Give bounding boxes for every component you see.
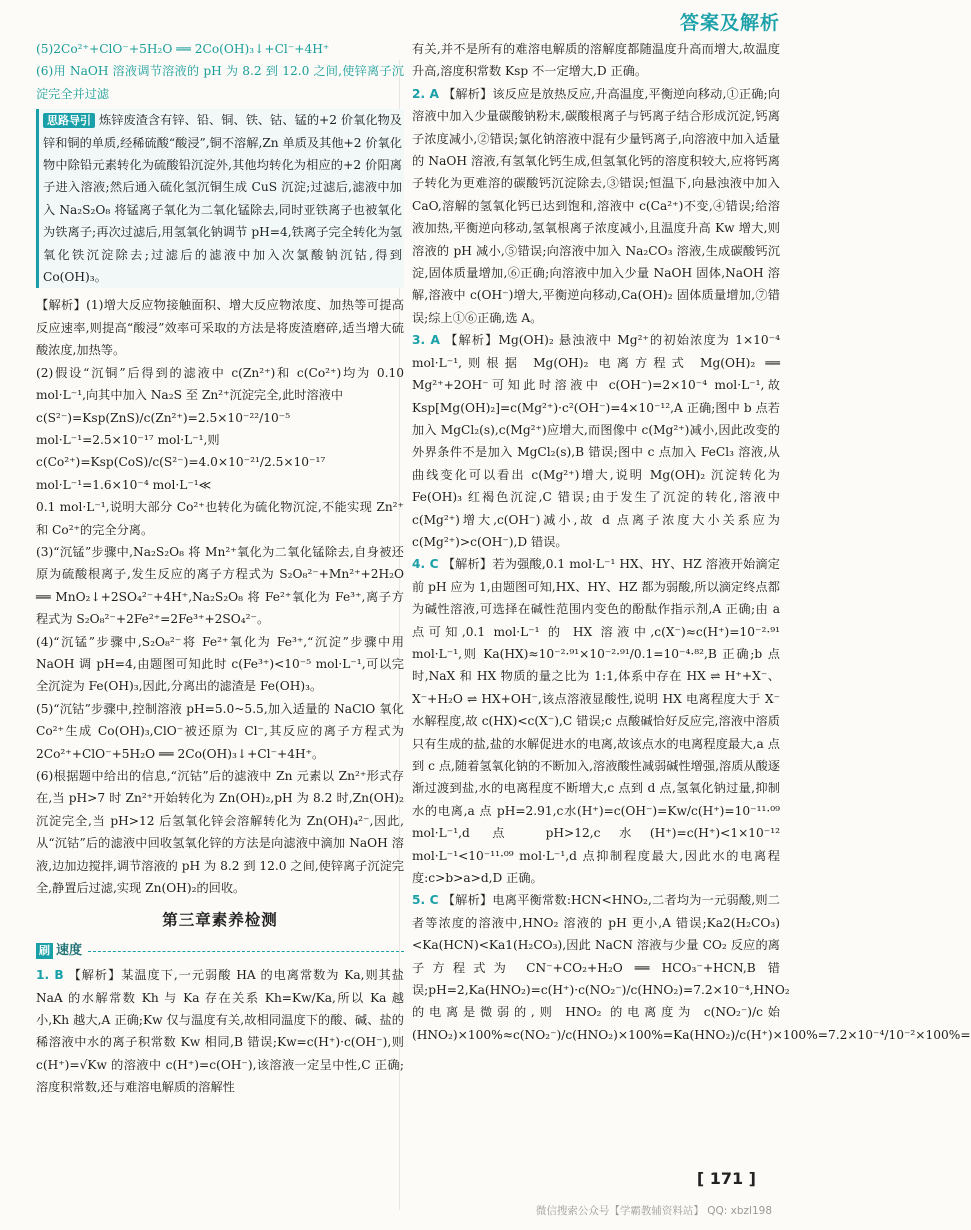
page-number-value: 171 [709, 1169, 744, 1188]
question-5 [412, 889, 971, 1046]
thinking-guide-tag: 思路导引 [43, 113, 95, 128]
question-4 [412, 553, 780, 889]
analysis-2-end: 0.1 mol·L⁻¹,说明大部分 Co²⁺也转化为硫化物沉淀,不能实现 Zn²⁺和 Co²⁺的完全分离。 [36, 500, 404, 537]
question-2-number: 2. A [412, 86, 439, 101]
analysis-4: (4)“沉锰”步骤中,S₂O₈²⁻将 Fe²⁺氧化为 Fe³⁺,“沉淀”步骤中用 NaOH 调 pH=4,由题图可知此时 c(Fe³⁺)<10⁻⁵ mol·L⁻¹,可以完全沉淀为 Fe(OH)₃,因此,分离出的滤渣是 Fe(OH)₃。 [36, 634, 404, 694]
question-2-text: 【解析】该反应是放热反应,升高温度,平衡逆向移动,①正确;向溶液中加入少量碳酸钠粉末,碳酸根离子与钙离子结合形成沉淀,钙离子浓度减小,②错误;氯化钠溶液中混有少量钙离子,向溶液中加入适量的 NaOH 溶液,有氢氧化钙生成,但氢氧化钙的溶度积较大,应将钙离子转化为更难溶的碳酸钙沉淀除去,③错误;恒温下,向悬浊液中加入 CaO,溶解的氢氧化钙已达到饱和,溶液中 c(Ca²⁺)不变,④错误;给溶液加热,平衡逆向移动,氢氧根离子浓度减小,且温度升高 Kw 增大,则溶液的 pH 减小,⑤错误;向溶液中加入 Na₂CO₃ 溶液,生成碳酸钙沉淀,固体质量增加,⑥正确;向溶液中加入少量 NaOH 固体,NaOH 溶解,溶液中 c(OH⁻)增大,平衡逆向移动,Ca(OH)₂ 固体质量增加,⑦错误;综上①⑥正确,选 A。 [412, 86, 780, 325]
watermark: 微信搜索公众号【学霸教辅资料站】 QQ: xbzl198 [535, 1205, 772, 1217]
speed-label: 速度 [56, 942, 83, 958]
analysis-3: (3)“沉锰”步骤中,Na₂S₂O₈ 将 Mn²⁺氧化为二氧化锰除去,自身被还原为硫酸根离子,发生反应的离子方程式为 S₂O₈²⁻+Mn²⁺+2H₂O ══ MnO₂↓+2SO₄²⁻+4H⁺,Na₂S₂O₈ 将 Fe²⁺氧化为 Fe³⁺,离子方程式为 S₂O₈²⁻+2Fe²⁺=2Fe³⁺+2SO₄²⁻。 [36, 544, 404, 627]
left-column [36, 38, 404, 1099]
question-1-text: 【解析】某温度下,一元弱酸 HA 的电离常数为 Ka,则其盐 NaA 的水解常数 Kh 与 Ka 存在关系 Kh=Kw/Ka,所以 Ka 越小,Kh 越大,A 正确;Kw 仅与温度有关,故相同温度下的酸、碱、盐的稀溶液中水的离子积常数 Kw 相同,B 错误;Kw=c(H⁺)·c(OH⁻),则 c(H⁺)=√Kw 的溶液中 c(H⁺)=c(OH⁻),该溶液一定呈中性,C 正确;溶度积常数,还与难溶电解质的溶解性 [36, 968, 404, 1095]
speed-badge: 刷 [36, 943, 53, 959]
page-header-title: 答案及解析 [679, 12, 780, 34]
question-3 [412, 329, 780, 553]
question-3-text: 【解析】Mg(OH)₂ 悬浊液中 Mg²⁺的初始浓度为 1×10⁻⁴ mol·L⁻¹,则根据 Mg(OH)₂ 电离方程式 Mg(OH)₂ ══ Mg²⁺+2OH⁻可知此时溶液中 c(OH⁻)=2×10⁻⁴ mol·L⁻¹,故 Ksp[Mg(OH)₂]=c(Mg²⁺)·c²(OH⁻)=4×10⁻¹²,A 正确;图中 b 点若加入 MgCl₂(s),c(Mg²⁺)应增大,而图像中 c(Mg²⁺)减小,因此改变的外界条件不是加入 MgCl₂(s),B 错误;图中 c 点加入 FeCl₃ 溶液,从曲线变化可以看出 c(Mg²⁺)增大,说明 Mg(OH)₂ 沉淀转化为 Fe(OH)₃ 红褐色沉淀,C 错误;由于发生了沉淀的转化,溶液中 c(Mg²⁺)增大,c(OH⁻)减小,故 d 点离子浓度大小关系应为 c(Mg²⁺)>c(OH⁻),D 错误。 [412, 333, 780, 549]
question-3-number: 3. A [412, 333, 440, 348]
question-5-number: 5. C [412, 893, 439, 908]
question-5-text: 【解析】电离平衡常数:HCN<HNO₂,二者均为一元弱酸,则二者等浓度的溶液中,HNO₂ 溶液的 pH 更小,A 错误;Ka2(H₂CO₃)<Ka(HCN)<Ka1(H₂CO₃),因此 NaCN 溶液与少量 CO₂ 反应的离子方程式为 CN⁻+CO₂+H₂O ══ HCO₃⁻+HCN,B 错误;pH=2,Ka(HNO₂)=c(H⁺)·c(NO₂⁻)/c(HNO₂)=7.2×10⁻⁴,HNO₂ 的电离是微弱的,则 HNO₂ 的电离度为 c(NO₂⁻)/c始(HNO₂)×100%≈c(NO₂⁻)/c(HNO₂)×100%=Ka(HNO₂)/c(H⁺)×100%=7.2×10⁻⁴/10⁻²×100%= [412, 893, 971, 1042]
question-2 [412, 83, 780, 329]
analysis-5: (5)“沉钴”步骤中,控制溶液 pH=5.0~5.5,加入适量的 NaClO 氧化 Co²⁺生成 Co(OH)₃,ClO⁻被还原为 Cl⁻,其反应的离子方程式为 2Co²⁺+ClO⁻+5H₂O ══ 2Co(OH)₃↓+Cl⁻+4H⁺。 [36, 701, 404, 761]
analysis-6: (6)根据题中给出的信息,“沉钴”后的滤液中 Zn 元素以 Zn²⁺形式存在,当 pH>7 时 Zn²⁺开始转化为 Zn(OH)₂,pH 为 8.2 时,Zn(OH)₂沉淀完全,当 pH>12 后氢氧化锌会溶解转化为 Zn(OH)₄²⁻,因此,从“沉钴”后的滤液中回收氢氧化锌的方法是向滤液中滴加 NaOH 溶液,边加边搅拌,调节溶液的 pH 为 8.2 到 12.0 之间,使锌离子沉淀完全,静置后过滤,实现 Zn(OH)₂的回收。 [36, 769, 404, 896]
question-1 [36, 964, 404, 1098]
answer-line-6: (6)用 NaOH 溶液调节溶液的 pH 为 8.2 到 12.0 之间,使锌离子沉淀完全并过滤 [36, 64, 404, 101]
right-column [412, 38, 971, 1046]
question-4-number: 4. C [412, 557, 439, 572]
thinking-guide-text: 炼锌废渣含有锌、铅、铜、铁、钴、锰的+2 价氧化物及锌和铜的单质,经稀硫酸“酸浸”,铜不溶解,Zn 单质及其他+2 价氧化物中除铅元素转化为硫酸铅沉淀外,其他均转化为相应的+2 价阳离子进入溶液;然后通入硫化氢沉铜生成 CuS 沉淀;过滤后,滤液中加入 Na₂S₂O₈ 将锰离子氧化为二氧化锰除去,同时亚铁离子也被氧化为铁离子;再次过滤后,用氢氧化钠调节 pH=4,铁离子完全转化为氢氧化铁沉淀除去;过滤后的滤液中加入次氯酸钠沉钴,得到 Co(OH)₃。 [43, 113, 402, 285]
analysis-2: (2)假设“沉铜”后得到的滤液中 c(Zn²⁺)和 c(Co²⁺)均为 0.10 mol·L⁻¹,向其中加入 Na₂S 至 Zn²⁺沉淀完全,此时溶液中 [36, 365, 404, 403]
question-1-continued: 有关,并不是所有的难溶电解质的溶解度都随温度升高而增大,故温度升高,溶度积常数 Ksp 不一定增大,D 正确。 [412, 42, 780, 79]
equation-co2: c(Co²⁺)=Ksp(CoS)/c(S²⁻)=4.0×10⁻²¹/2.5×10⁻¹⁷ mol·L⁻¹=1.6×10⁻⁴ mol·L⁻¹≪ [36, 455, 326, 492]
question-4-text: 【解析】若为强酸,0.1 mol·L⁻¹ HX、HY、HZ 溶液开始滴定前 pH 应为 1,由题图可知,HX、HY、HZ 都为弱酸,所以滴定终点都为碱性溶液,可选择在碱性范围内变色的酚酞作指示剂,A 正确;由 a 点可知,0.1 mol·L⁻¹ 的 HX 溶液中,c(X⁻)≈c(H⁺)=10⁻²·⁹¹ mol·L⁻¹,则 Ka(HX)≈10⁻²·⁹¹×10⁻²·⁹¹/0.1=10⁻⁴·⁸²,B 正确;b 点时,NaX 和 HX 物质的量之比为 1:1,体系中存在 HX ⇌ H⁺+X⁻、X⁻+H₂O ⇌ HX+OH⁻,该点溶液显酸性,说明 HX 电离程度大于 X⁻水解程度,故 c(HX)<c(X⁻),C 错误;c 点酸碱恰好反应完,溶液中溶质只有生成的盐,盐的水解促进水的电离,故该点水的电离程度最大,a 点到 c 点,随着氢氧化钠的不断加入,溶液酸性减弱碱性增强,溶质从酸逐渐过渡到盐,水的电离程度不断增大,c 点到 d 点,氢氧化钠过量,抑制水的电离,a 点 pH=2.91,c水(H⁺)=c(OH⁻)=Kw/c(H⁺)=10⁻¹¹·⁰⁹ mol·L⁻¹,d 点 pH>12,c水(H⁺)=c(H⁺)<1×10⁻¹² mol·L⁻¹<10⁻¹¹·⁰⁹ mol·L⁻¹,d 点抑制程度最大,因此水的电离程度:c>b>a>d,D 正确。 [412, 557, 780, 886]
equation-s2: c(S²⁻)=Ksp(ZnS)/c(Zn²⁺)=2.5×10⁻²²/10⁻⁵ mol·L⁻¹=2.5×10⁻¹⁷ mol·L⁻¹,则 [36, 410, 291, 447]
speed-dashed-rule [88, 951, 404, 952]
answer-line-5: (5)2Co²⁺+ClO⁻+5H₂O ══ 2Co(OH)₃↓+Cl⁻+4H⁺ [36, 42, 330, 56]
page-number: [ 171 ] [696, 1169, 756, 1188]
analysis-1: 【解析】(1)增大反应物接触面积、增大反应物浓度、加热等可提高反应速率,则提高“酸浸”效率可采取的方法是将废渣磨碎,适当增大硫酸浓度,加热等。 [36, 298, 404, 358]
question-1-number: 1. B [36, 968, 64, 983]
speed-section-header [36, 940, 404, 962]
thinking-guide-box [36, 109, 404, 288]
chapter-title: 第三章素养检测 [162, 911, 278, 930]
